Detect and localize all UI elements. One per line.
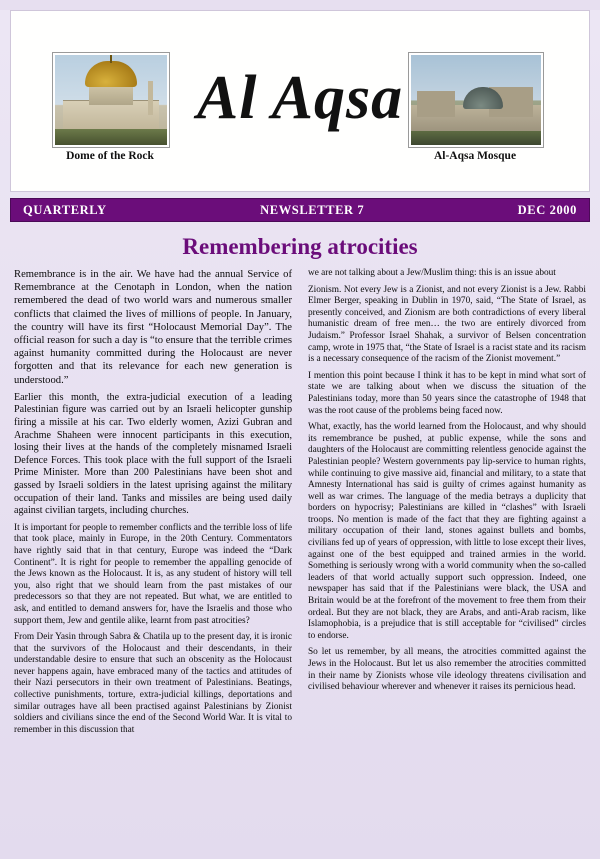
tree-line <box>411 131 541 145</box>
al-aqsa-mosque-photo <box>409 53 543 147</box>
paragraph: It is important for people to remember conflicts and the terrible loss of life that took place, mainly in Europe, in the 20th Century. Commentators have rightly said that in that century, Europe was indeed the “Dark Continent”. It is right for people to remember the appalling genocide of the Jews known as the Holocaust. It is, as any student of history will tell you, also right that we should learn from the past mistakes of our predecessors so that they are not repeated. But what, we are entitled to ask, and entitled to demand answers for, have the Israelis and those who support them, Jew and gentile alike, learnt from past atrocities? <box>14 522 292 626</box>
dome-of-the-rock-caption: Dome of the Rock <box>66 150 154 162</box>
publication-title: Al Aqsa <box>196 64 404 132</box>
paragraph: So let us remember, by all means, the atrocities committed against the Jews in the Holocaust. But let us also remember the atrocities committed in their name by Zionists whose vile ideology threatens civilisation and civilised behaviour wherever and whenever it raises its pernicious head. <box>308 647 586 693</box>
paragraph: What, exactly, has the world learned from the Holocaust, and why should its remembrance be pushed, at public expense, while the sons and daughters of the Holocaust are committing relentless genocide against the Palestinian people? Western governments pay lip-service to human rights, while continuing to give massive aid, financial and military, to a state that Amnesty International has said is guilty of crimes against humanity as well as war crimes. The language of the media betrays a duplicity that borders on hypocrisy; Palestinians are killed in “clashes” with Israeli troops. No mention is made of the fact that they are fighting against a military occupation of their land, stones against bullets and bombs, civilians fed up of years of oppression, with little to lose except their lives, against one of the best equipped and trained armies in the world. Something is seriously wrong with a world community when the so-called leaders of that world actually support such oppression. Indeed, one newspaper has said that if the Palestinians were black, the USA and Britain would be at the forefront of the movement to free them from their ordeal. But they are not black, they are Arabs, and anti-Arab racism, like Islamophobia, is a prejudice that is still acceptable for “civilised” circles to endorse. <box>308 422 586 641</box>
paragraph: Remembrance is in the air. We have had the annual Service of Remembrance at the Cenotaph in London, when the nation remembered the dead of two world wars and numerous smaller conflicts that claimed the lives of millions of people. In January, the country will have its first “Holocaust Memorial Day”. The official reason for such a day is “to ensure that the terrible crimes against humanity committed during the Holocaust are never forgotten and that its relevance for each new generation is understood.” <box>14 269 292 386</box>
stone-building-left <box>417 91 455 117</box>
banner-issue: NEWSLETTER 7 <box>260 202 365 217</box>
paragraph: we are not talking about a Jew/Muslim thing: this is an issue about <box>308 268 556 278</box>
masthead <box>10 10 590 192</box>
paragraph: Earlier this month, the extra-judicial execution of a leading Palestinian figure was carried out by an Israeli helicopter gunship firing a missile at his car. Two elderly women, Azizi Gubran and Arachme Shaheen were innocent participants in this execution, losing their lives at the hands of the completely misnamed Israeli Defence Forces. This took place with the full support of the Israeli Prime Minister. More than 200 Palestinians have been shot and gassed by Israeli soldiers in the latest uprising against the military occupation of their land. Tanks and missiles are being used daily against civilian targets, including churches. <box>14 391 292 517</box>
article-body <box>0 268 600 741</box>
issue-banner <box>10 198 590 222</box>
paragraph: Zionism. Not every Jew is a Zionist, and not every Zionist is a Jew. Rabbi Elmer Berger, speaking in Dublin in 1970, said, “The State of Israel, as presently conceived, and Zionism are both contradictions of every liberal humanistic dream of free men… the two are entirely divorced from Judaism.” Professor Israel Shahak, a survivor of Belsen concentration camp, wrote in 1975 that, “the State of Israel is a racist state and its racism is a necessary consequence of the racism of the Zionist movement.” <box>308 284 586 365</box>
paragraph: I mention this point because I think it has to be kept in mind what sort of state we are talking about when we discuss the situation of the Palestinians today, more than 50 years since the catastrophe of 1948 that was the root cause of the problems being faced now. <box>308 370 586 416</box>
paragraph: From Deir Yasin through Sabra & Chatila up to the present day, it is ironic that the survivors of the Holocaust and their descendants, in their understandable desire to ensure that such an obscenity as the Holocaust never happens again, have embraced many of the tactics and attitudes of their Nazi persecutors in their own treatment of Palestinians. Beatings, collective punishments, torture, extra-judicial killings, deportations and similar outrages have all been practised against Palestinians by Zionist soldiers and civilians since the end of the Second World War. It is vital to remember in this discussion that <box>14 632 292 735</box>
article-headline: Remembering atrocities <box>182 234 418 259</box>
banner-date: DEC 2000 <box>517 202 577 217</box>
banner-frequency: QUARTERLY <box>23 202 107 217</box>
right-column <box>308 268 586 741</box>
al-aqsa-mosque-caption: Al-Aqsa Mosque <box>433 150 517 162</box>
left-column <box>14 268 292 741</box>
newsletter-page <box>0 10 600 859</box>
dome-spire <box>110 55 112 63</box>
